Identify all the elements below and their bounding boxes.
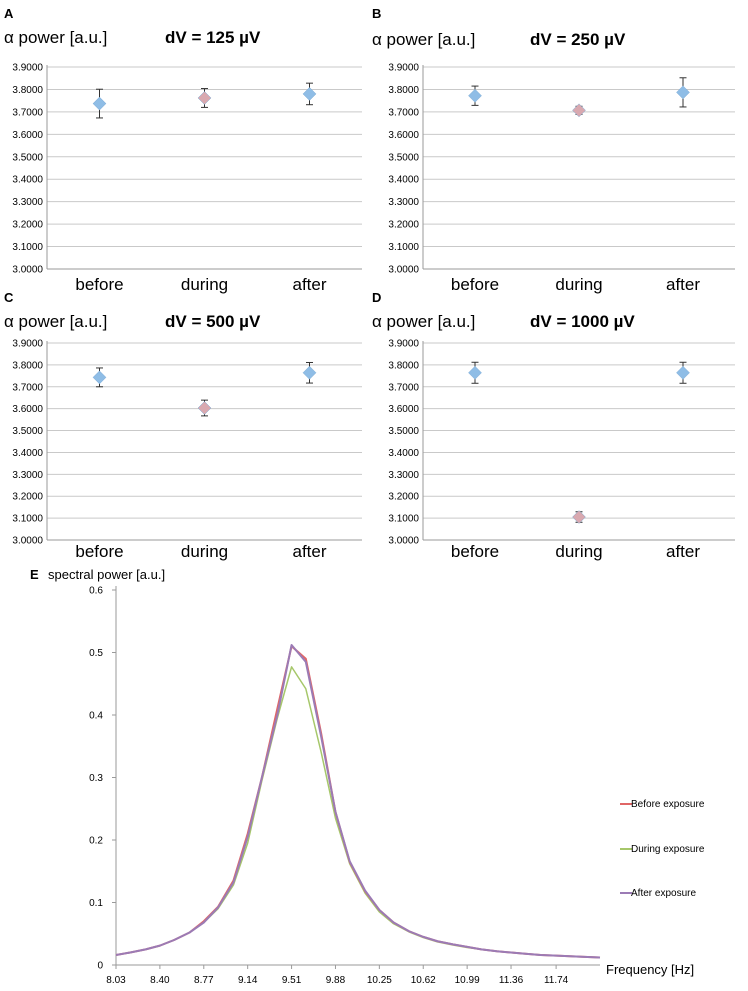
y-tick-label: 3.2000	[388, 491, 419, 503]
panel-e	[30, 567, 705, 986]
x-category-label: after	[665, 542, 701, 561]
series-line	[116, 646, 600, 957]
x-tick-label: 10.25	[366, 975, 392, 986]
data-point	[303, 366, 316, 379]
panel-label: E	[30, 567, 39, 582]
y-tick-label: 0.1	[89, 898, 103, 909]
y-tick-label: 3.6000	[12, 404, 43, 416]
y-tick-label: 3.1000	[388, 242, 419, 254]
x-category-label: during	[180, 275, 229, 294]
x-tick-label: 9.88	[325, 975, 346, 986]
data-point	[677, 366, 690, 379]
x-category-label: during	[555, 275, 603, 294]
data-point	[469, 366, 482, 379]
series-line	[116, 645, 600, 958]
y-tick-label: 0.4	[89, 710, 103, 722]
y-tick-label: 3.3000	[12, 469, 43, 481]
y-tick-label: 3.1000	[12, 513, 43, 525]
y-tick-label: 3.6000	[12, 129, 43, 141]
y-tick-label: 3.0000	[12, 264, 43, 276]
x-tick-label: 8.03	[106, 975, 126, 986]
chart-title: dV = 125 µV	[165, 28, 261, 47]
y-axis-label: α power [a.u.]	[372, 30, 476, 49]
series-line	[116, 667, 600, 958]
x-category-label: before	[450, 275, 500, 294]
legend-entry: During exposure	[631, 844, 705, 855]
x-category-label: before	[75, 275, 124, 294]
panel-label: A	[4, 6, 14, 21]
y-tick-label: 3.4000	[12, 447, 43, 459]
y-tick-label: 3.9000	[12, 62, 43, 74]
y-tick-label: 3.5000	[388, 426, 419, 438]
data-point	[677, 86, 690, 99]
y-tick-label: 0.3	[89, 773, 103, 784]
x-category-label: during	[555, 542, 603, 561]
y-tick-label: 3.5000	[12, 152, 43, 164]
panel-d	[372, 290, 735, 561]
y-tick-label: 3.3000	[388, 469, 419, 481]
y-tick-label: 3.4000	[388, 174, 419, 186]
y-tick-label: 3.3000	[12, 197, 43, 209]
chart-title: dV = 250 µV	[530, 30, 626, 49]
y-tick-label: 3.7000	[388, 107, 419, 119]
x-tick-label: 8.77	[194, 975, 214, 986]
y-tick-label: 3.7000	[12, 107, 43, 119]
y-axis-label: α power [a.u.]	[4, 312, 108, 331]
y-tick-label: 0.5	[89, 648, 103, 659]
y-tick-label: 3.1000	[12, 242, 43, 254]
y-tick-label: 3.2000	[12, 219, 43, 231]
y-tick-label: 3.3000	[388, 197, 419, 209]
x-category-label: during	[180, 542, 229, 561]
panel-c	[4, 290, 362, 561]
y-axis-label: α power [a.u.]	[372, 312, 476, 331]
x-category-label: before	[450, 542, 500, 561]
x-tick-label: 10.99	[454, 975, 480, 986]
y-tick-label: 3.1000	[388, 513, 419, 525]
panel-a	[4, 6, 362, 294]
y-tick-label: 3.4000	[12, 174, 43, 186]
panel-b	[372, 6, 735, 294]
y-tick-label: 3.7000	[12, 382, 43, 394]
data-point	[198, 402, 211, 415]
x-tick-label: 9.14	[237, 975, 258, 986]
y-tick-label: 3.6000	[388, 129, 419, 141]
data-point	[93, 97, 106, 110]
legend-entry: Before exposure	[631, 799, 705, 810]
panel-label: D	[372, 290, 382, 305]
y-tick-label: 3.2000	[388, 219, 419, 231]
x-axis-label: Frequency [Hz]	[606, 962, 695, 977]
x-category-label: after	[292, 275, 327, 294]
y-tick-label: 3.0000	[12, 535, 43, 547]
data-point	[198, 91, 211, 104]
y-tick-label: 3.0000	[388, 264, 419, 276]
y-axis-label: spectral power [a.u.]	[48, 567, 166, 582]
y-tick-label: 3.8000	[12, 360, 43, 372]
y-tick-label: 3.8000	[388, 84, 419, 96]
x-category-label: before	[75, 542, 124, 561]
y-tick-label: 3.5000	[12, 426, 43, 438]
x-tick-label: 10.62	[410, 975, 436, 986]
y-tick-label: 3.9000	[388, 338, 419, 350]
data-point	[469, 89, 482, 102]
y-tick-label: 3.2000	[12, 491, 43, 503]
y-tick-label: 0.2	[89, 835, 103, 847]
x-tick-label: 11.74	[543, 975, 569, 986]
data-point	[573, 104, 586, 117]
y-tick-label: 3.6000	[388, 404, 419, 416]
x-tick-label: 9.51	[281, 975, 302, 986]
legend-entry: After exposure	[631, 888, 697, 899]
x-tick-label: 8.40	[150, 975, 170, 986]
chart-title: dV = 500 µV	[165, 312, 261, 331]
chart-title: dV = 1000 µV	[530, 312, 635, 331]
y-tick-label: 0.6	[89, 585, 103, 597]
data-point	[93, 371, 106, 384]
data-point	[573, 511, 586, 524]
y-tick-label: 3.8000	[388, 360, 419, 372]
y-tick-label: 3.5000	[388, 152, 419, 164]
x-tick-label: 11.36	[498, 975, 524, 986]
y-tick-label: 3.0000	[388, 535, 419, 547]
y-tick-label: 3.8000	[12, 84, 43, 96]
y-axis-label: α power [a.u.]	[4, 28, 108, 47]
panel-label: C	[4, 290, 14, 305]
y-tick-label: 3.9000	[12, 338, 43, 350]
x-category-label: after	[665, 275, 701, 294]
x-category-label: after	[292, 542, 327, 561]
y-tick-label: 3.9000	[388, 62, 419, 74]
panel-label: B	[372, 6, 382, 21]
y-tick-label: 0	[97, 960, 103, 972]
y-tick-label: 3.4000	[388, 447, 419, 459]
y-tick-label: 3.7000	[388, 382, 419, 394]
